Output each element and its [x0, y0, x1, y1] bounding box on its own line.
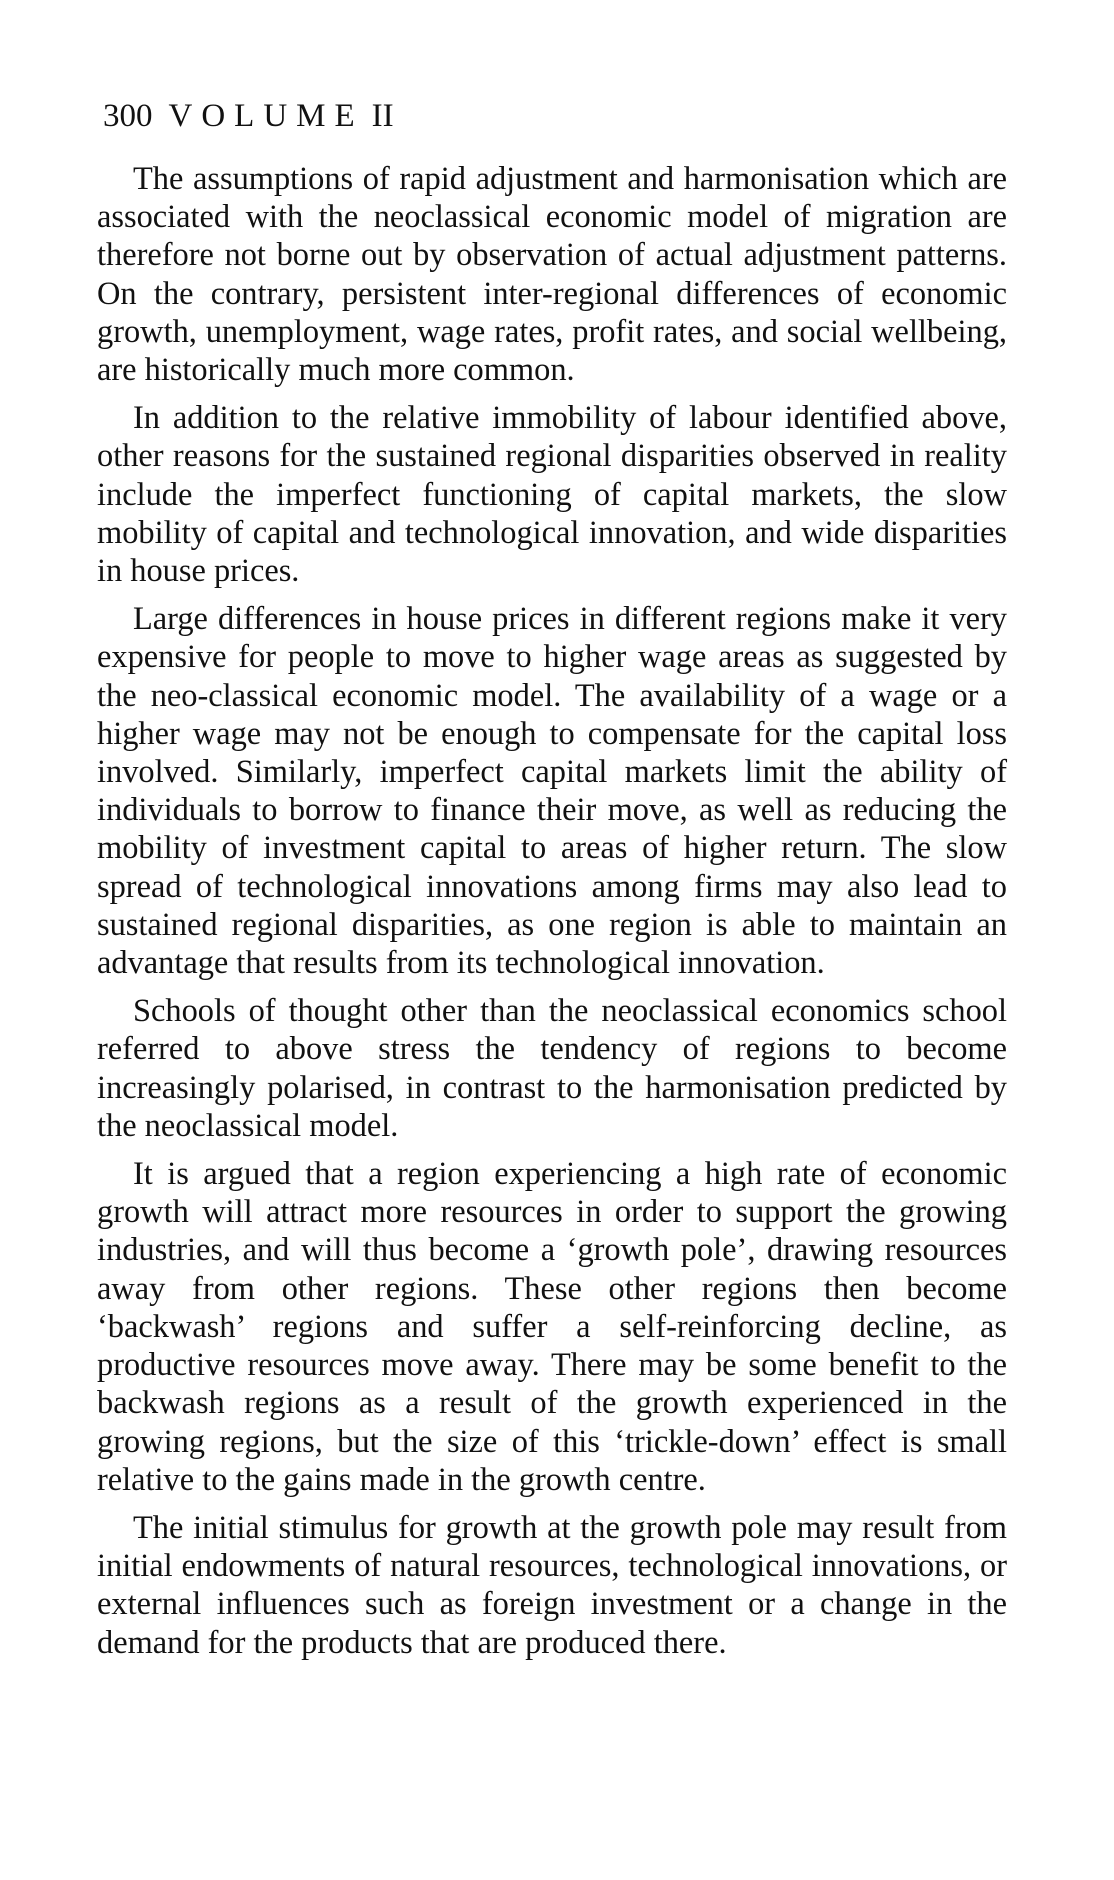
- volume-label: VOLUME: [168, 98, 364, 134]
- paragraph-3: Large differences in house prices in different regions make it very expensive for people to move to higher wage areas as suggested by the neo-classical economic model. The availability of a wage or a higher wage may not be enough to compensate for the capital loss involved. Similarly, imperfect capital markets limit the ability of individuals to borrow to finance their move, as well as reducing the mobility of investment capital to areas of higher return. The slow spread of technological innovations among firms may also lead to sustained regional disparities, as one region is able to maintain an advantage that results from its technological innovation.: [97, 601, 1007, 982]
- body-text: [97, 160, 1007, 1672]
- volume-number: II: [371, 98, 394, 134]
- paragraph-2: In addition to the relative immobility of labour identified above, other reasons for the sustained regional disparities observed in reality include the imperfect functioning of capital markets, the slow mobility of capital and technological innovation, and wide disparities in house prices.: [97, 400, 1007, 590]
- paragraph-6: The initial stimulus for growth at the growth pole may result from initial endowments of natural resources, technological innovations, or external influences such as foreign investment or a change in the demand for the products that are produced there.: [97, 1509, 1007, 1661]
- paragraph-4: Schools of thought other than the neoclassical economics school referred to above stress the tendency of regions to become increasingly polarised, in contrast to the harmonisation predicted by the neoclassical model.: [97, 993, 1007, 1144]
- paragraph-5: It is argued that a region experiencing a high rate of economic growth will attract more resources in order to support the growing industries, and will thus become a ‘growth pole’, drawing resources away from other regions. These other regions then become ‘backwash’ regions and suffer a self-reinforcing decline, as productive resources move away. There may be some benefit to the backwash regions as a result of the growth experienced in the growing regions, but the size of this ‘trickle-down’ effect is small relative to the gains made in the growth centre.: [97, 1156, 1007, 1498]
- paragraph-1: The assumptions of rapid adjustment and harmonisation which are associated with the neoclassical economic model of migration are therefore not borne out by observation of actual adjustment patterns. On the contrary, persistent inter-regional differences of economic growth, unemployment, wage rates, profit rates, and social wellbeing, are historically much more common.: [97, 161, 1007, 389]
- page-number: 300: [103, 98, 153, 134]
- running-head: [103, 98, 394, 134]
